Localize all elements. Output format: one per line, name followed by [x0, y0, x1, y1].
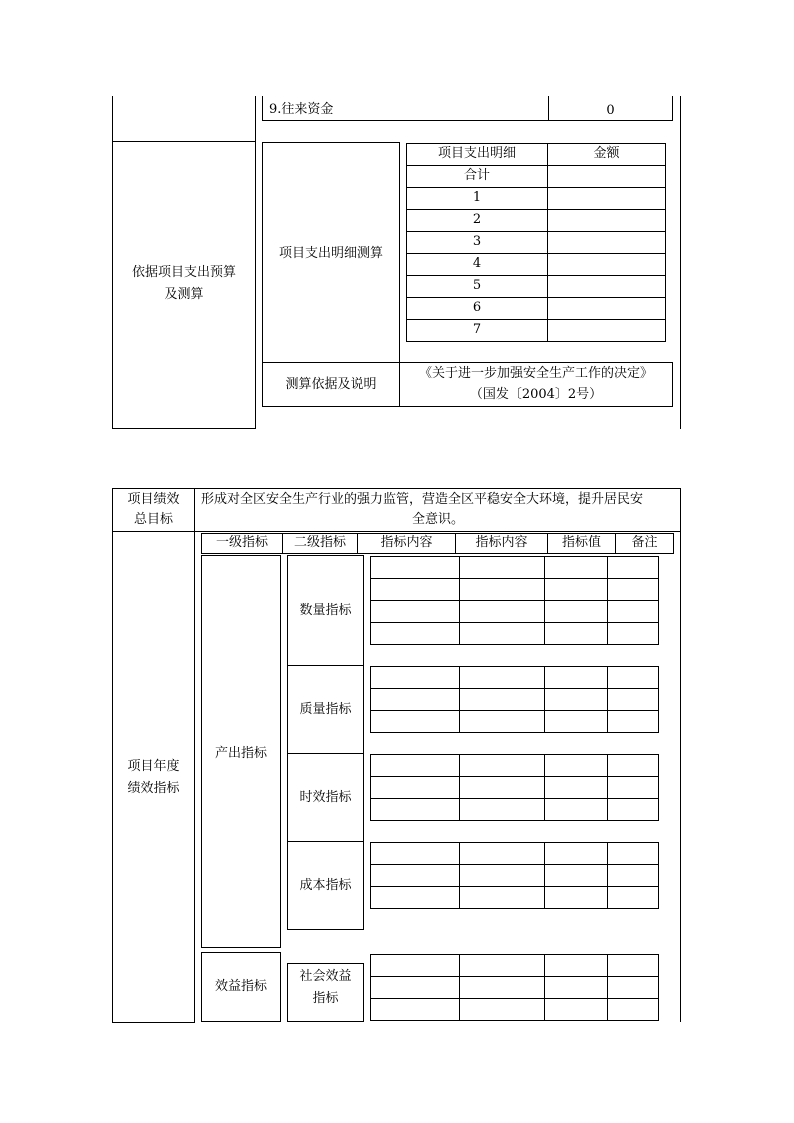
other-funds-label: 9.往来资金	[269, 102, 334, 117]
detail-row-label: 2	[472, 212, 482, 227]
annual-indicators-label-line1: 项目年度	[127, 759, 180, 774]
detail-row-label: 3	[472, 234, 482, 249]
overall-goal-text-line2: 全意识。	[411, 512, 464, 527]
overall-goal-label-line2: 总目标	[133, 512, 173, 527]
other-funds-value: 0	[606, 103, 615, 118]
detail-row-label: 1	[472, 190, 482, 205]
header-level2: 二级指标	[293, 535, 346, 550]
detail-row-label: 5	[472, 278, 482, 293]
detail-row-label: 合计	[463, 168, 490, 183]
budget-basis-label-line1: 依据项目支出预算	[131, 265, 236, 280]
detail-row-label: 7	[472, 322, 482, 337]
calc-basis-text-line2: （国发〔2004〕2号）	[469, 387, 603, 402]
calc-basis-text-line1: 《关于进一步加强安全生产工作的决定》	[418, 366, 653, 381]
cost-indicator-label: 成本指标	[299, 878, 352, 893]
header-content-1: 指标内容	[380, 535, 433, 550]
header-level1: 一级指标	[215, 535, 268, 550]
quality-indicator-label: 质量指标	[299, 702, 352, 717]
detail-header-item: 项目支出明细	[437, 146, 516, 161]
header-remark: 备注	[631, 535, 658, 550]
detail-row-label: 4	[472, 256, 482, 271]
output-indicator-label: 产出指标	[214, 746, 267, 761]
quantity-indicator-label: 数量指标	[299, 603, 352, 618]
overall-goal-label-line1: 项目绩效	[127, 492, 180, 507]
annual-indicators-label-line2: 绩效指标	[127, 781, 180, 796]
header-content-2: 指标内容	[475, 535, 528, 550]
calc-basis-label: 测算依据及说明	[285, 377, 377, 392]
expense-detail-calc-label: 项目支出明细测算	[278, 246, 383, 261]
detail-header-amount: 金额	[593, 146, 620, 161]
timeliness-indicator-label: 时效指标	[299, 790, 352, 805]
budget-basis-label-line2: 及测算	[164, 287, 204, 302]
benefit-indicator-label: 效益指标	[214, 979, 267, 994]
social-benefit-label-line2: 指标	[312, 991, 339, 1006]
detail-row-label: 6	[472, 300, 482, 315]
header-value: 指标值	[561, 535, 601, 550]
overall-goal-text-line1: 形成对全区安全生产行业的强力监管，营造全区平稳安全大环境，提升居民安	[201, 492, 644, 507]
social-benefit-label-line1: 社会效益	[299, 969, 352, 984]
